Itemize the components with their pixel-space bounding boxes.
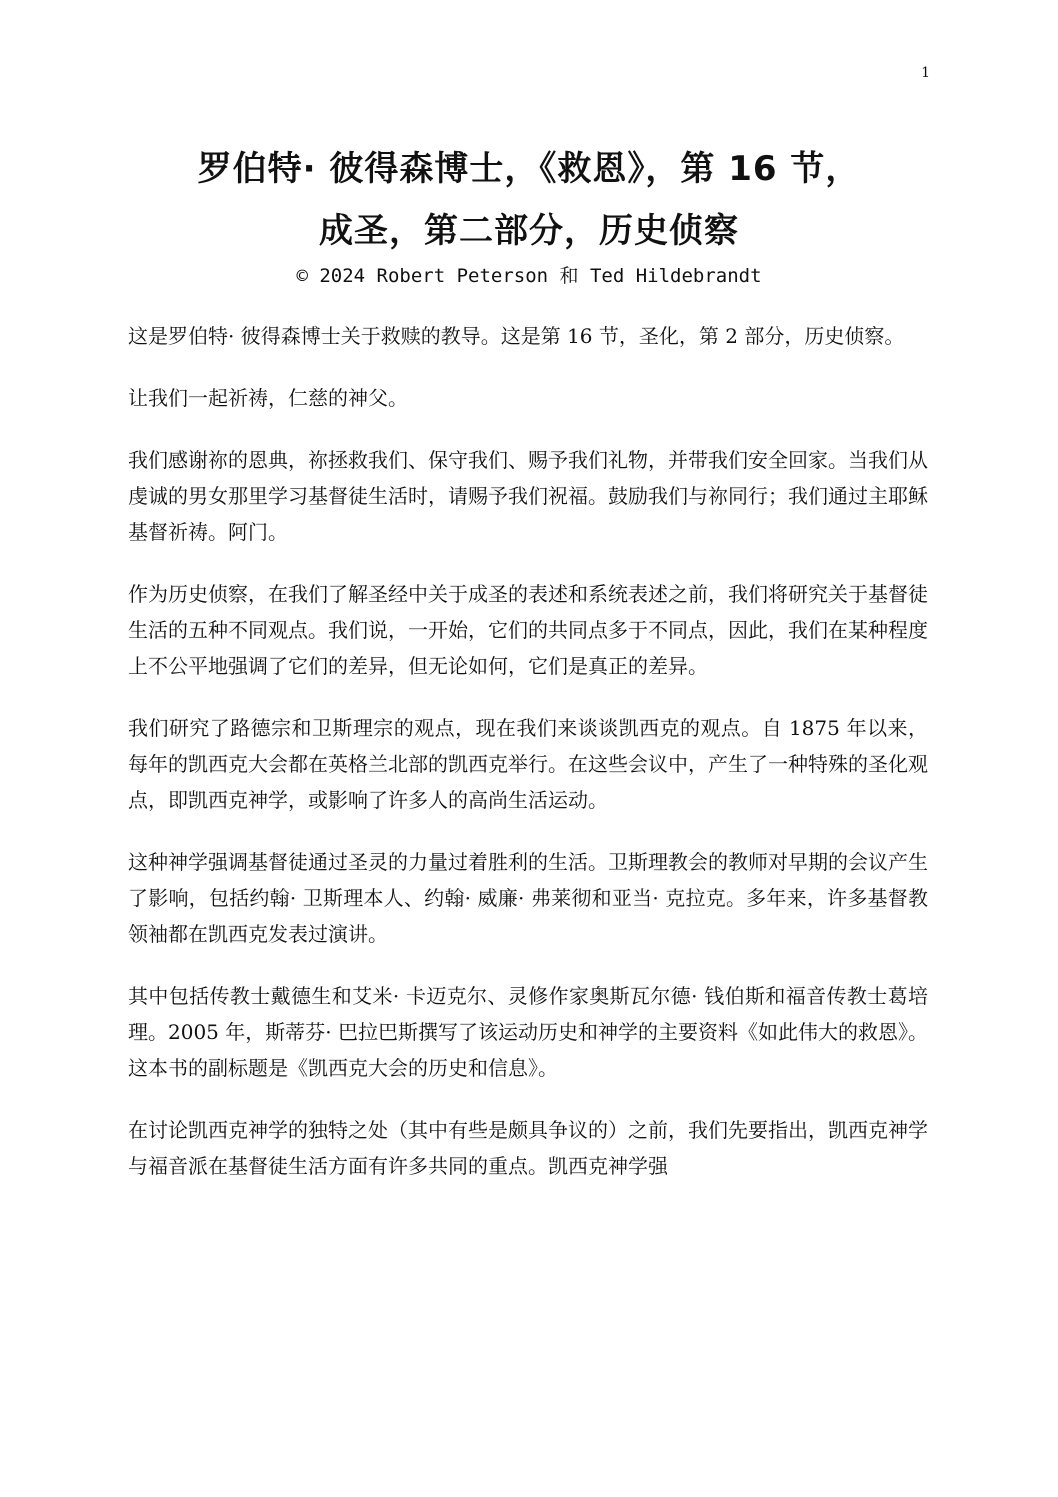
paragraph-prayer-opening: 让我们一起祈祷，仁慈的神父。 bbox=[128, 386, 408, 410]
paragraph-keswick-speakers: 其中包括传教士戴德生和艾米· 卡迈克尔、灵修作家奥斯瓦尔德· 钱伯斯和福音传教士葛培理。2005 年，斯蒂芬· 巴拉巴斯撰写了该运动历史和神学的主要资料《如此伟大的救恩》。这本书的副标题是《凯西克大会的历史和信息》。 bbox=[128, 984, 928, 1080]
document-body bbox=[128, 318, 928, 1210]
paragraph-historical-survey: 作为历史侦察，在我们了解圣经中关于成圣的表述和系统表述之前，我们将研究关于基督徒生活的五种不同观点。我们说，一开始，它们的共同点多于不同点，因此，我们在某种程度上不公平地强调了它们的差异，但无论如何，它们是真正的差异。 bbox=[128, 582, 928, 678]
paragraph-intro: 这是罗伯特· 彼得森博士关于救赎的教导。这是第 16 节，圣化，第 2 部分，历史侦察。 bbox=[128, 324, 905, 348]
copyright-notice: © 2024 Robert Peterson 和 Ted Hildebrandt bbox=[296, 265, 762, 287]
page-number: 1 bbox=[921, 65, 930, 81]
paragraph-keswick-theology: 这种神学强调基督徒通过圣灵的力量过着胜利的生活。卫斯理教会的教师对早期的会议产生了影响，包括约翰· 卫斯理本人、约翰· 威廉· 弗莱彻和亚当· 克拉克。多年来，许多基督教领袖都在凯西克发表过演讲。 bbox=[128, 850, 928, 946]
paragraph-keswick-intro: 我们研究了路德宗和卫斯理宗的观点，现在我们来谈谈凯西克的观点。自 1875 年以来，每年的凯西克大会都在英格兰北部的凯西克举行。在这些会议中，产生了一种特殊的圣化观点，即凯西克神学，或影响了许多人的高尚生活运动。 bbox=[128, 716, 928, 812]
title-block bbox=[0, 138, 1058, 288]
title-line-1: 罗伯特· 彼得森博士，《救恩》，第 16 节， bbox=[197, 149, 861, 189]
paragraph-keswick-distinctives: 在讨论凯西克神学的独特之处（其中有些是颇具争议的）之前，我们先要指出，凯西克神学与福音派在基督徒生活方面有许多共同的重点。凯西克神学强 bbox=[128, 1118, 928, 1178]
title-line-2: 成圣，第二部分，历史侦察 bbox=[319, 211, 739, 251]
paragraph-prayer: 我们感谢祢的恩典，祢拯救我们、保守我们、赐予我们礼物，并带我们安全回家。当我们从虔诚的男女那里学习基督徒生活时，请赐予我们祝福。鼓励我们与祢同行；我们通过主耶稣基督祈祷。阿门。 bbox=[128, 448, 928, 544]
